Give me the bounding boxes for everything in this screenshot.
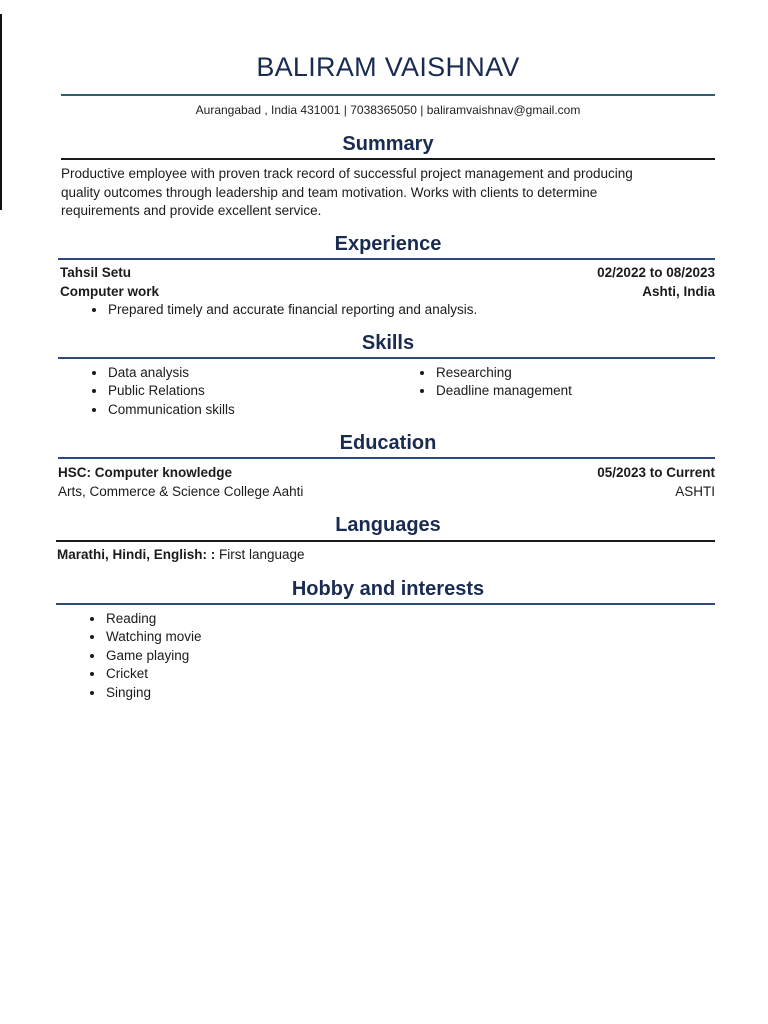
- education-row-2: [58, 483, 715, 501]
- summary-heading: Summary: [342, 133, 434, 155]
- summary-divider: [61, 158, 715, 160]
- skills-right-list: [418, 364, 572, 401]
- skills-heading: Skills: [361, 332, 415, 354]
- list-item: Singing: [88, 684, 202, 702]
- languages-row: [57, 546, 715, 564]
- hobbies-list: [88, 610, 202, 702]
- list-item: Data analysis: [90, 364, 235, 382]
- summary-line: quality outcomes through leadership and team motivation. Works with clients to determine: [61, 184, 598, 200]
- skills-left-list: [90, 364, 235, 419]
- languages-heading: Languages: [335, 514, 441, 536]
- hobbies-divider: [56, 603, 715, 605]
- hobbies-heading: Hobby and interests: [291, 578, 485, 600]
- list-item: Watching movie: [88, 628, 202, 646]
- experience-divider: [58, 258, 715, 260]
- header-divider: [61, 94, 715, 96]
- experience-bullets: [90, 301, 477, 319]
- employer-name: Tahsil Setu: [60, 265, 132, 280]
- experience-dates: 02/2022 to 08/2023: [597, 265, 715, 280]
- list-item: Deadline management: [418, 382, 572, 400]
- school-name: Arts, Commerce & Science College Aahti: [58, 484, 304, 499]
- languages-line: [57, 546, 305, 564]
- languages-label: Marathi, Hindi, English: :: [57, 547, 216, 562]
- list-item: Researching: [418, 364, 572, 382]
- summary-line: requirements and provide excellent service.: [61, 203, 322, 218]
- education-divider: [58, 457, 715, 459]
- list-item: Communication skills: [90, 401, 235, 419]
- education-dates: 05/2023 to Current: [597, 465, 715, 480]
- job-location: Ashti, India: [642, 284, 715, 299]
- school-location: ASHTI: [675, 484, 715, 499]
- skills-divider: [58, 357, 715, 359]
- degree: HSC: Computer knowledge: [58, 465, 233, 480]
- list-item: Prepared timely and accurate financial reporting and analysis.: [90, 301, 477, 319]
- list-item: Reading: [88, 610, 202, 628]
- summary-text: [61, 165, 711, 221]
- languages-divider: [56, 540, 715, 542]
- experience-row-1: [60, 264, 715, 282]
- education-heading: Education: [339, 432, 437, 454]
- list-item: Public Relations: [90, 382, 235, 400]
- experience-heading: Experience: [334, 233, 442, 255]
- education-row-1: [58, 464, 715, 482]
- summary-line: Productive employee with proven track record of successful project management and producing: [61, 166, 633, 181]
- list-item: Game playing: [88, 647, 202, 665]
- languages-value: First language: [219, 547, 305, 562]
- contact-line: Aurangabad , India 431001 | 7038365050 | baliramvaishnav@gmail.com: [195, 103, 581, 117]
- list-item: Cricket: [88, 665, 202, 683]
- job-title: Computer work: [60, 284, 160, 299]
- candidate-name: BALIRAM VAISHNAV: [256, 52, 520, 82]
- experience-row-2: [60, 283, 715, 301]
